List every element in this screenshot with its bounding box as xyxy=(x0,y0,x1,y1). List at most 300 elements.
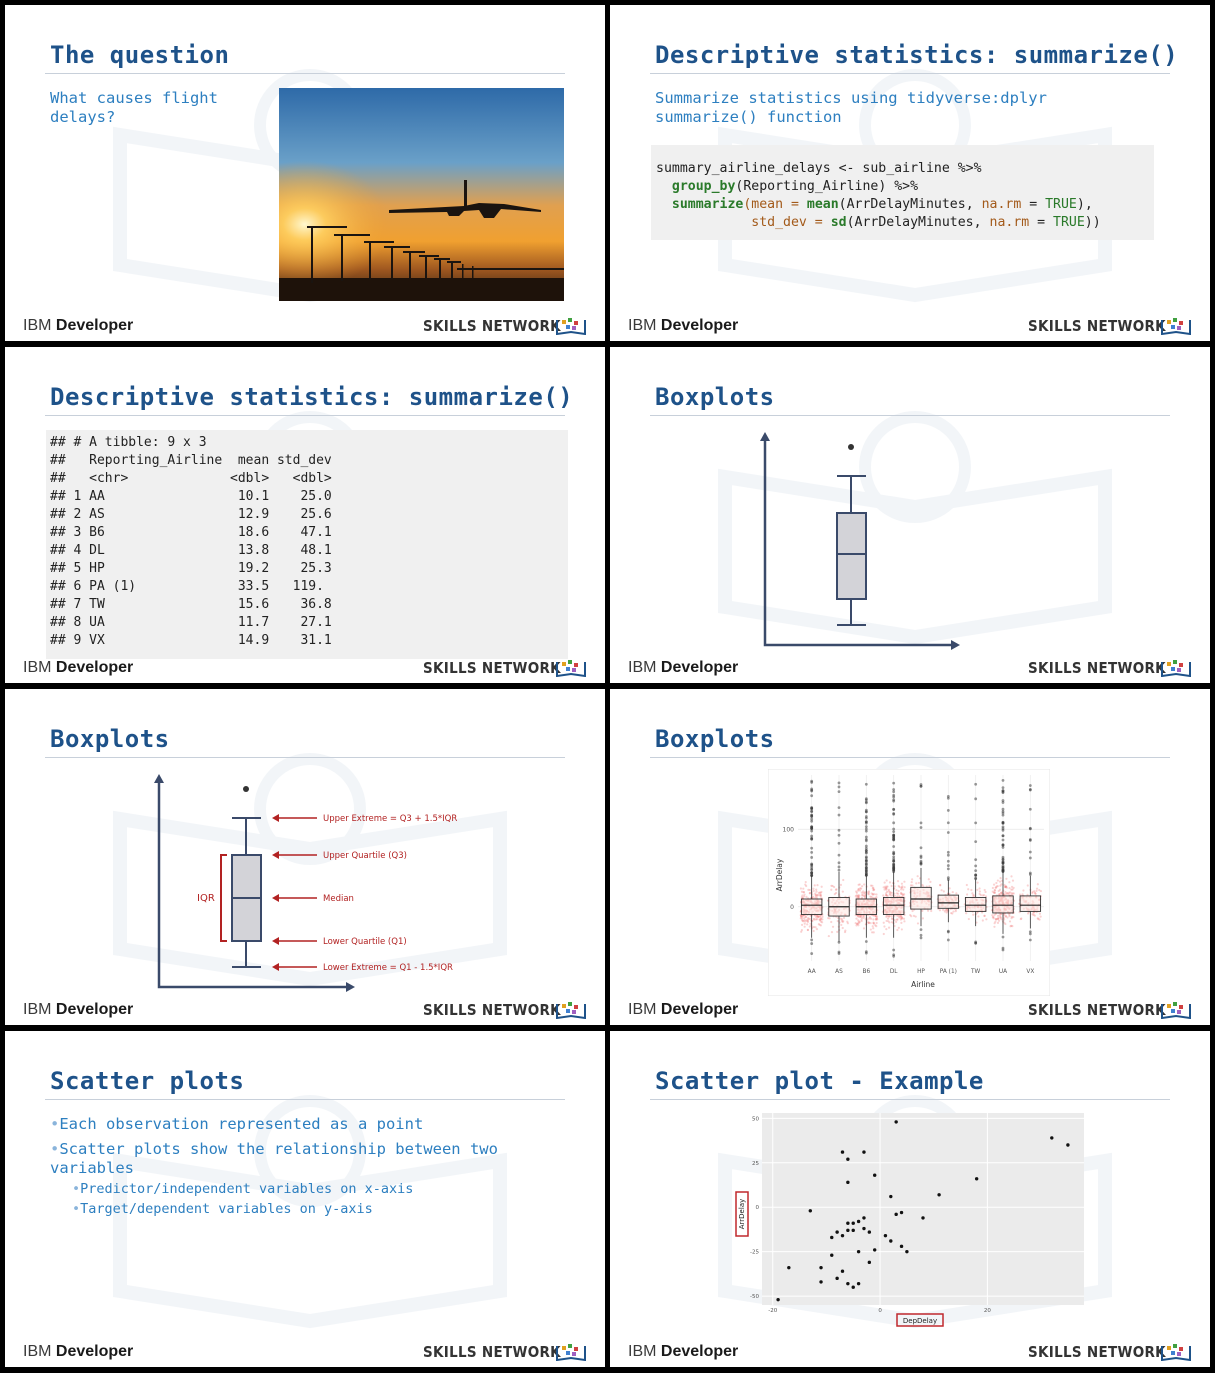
jitter-point xyxy=(993,884,995,886)
jitter-point xyxy=(997,922,999,924)
jitter-point xyxy=(875,925,877,927)
jitter-point xyxy=(911,910,913,912)
outlier-point xyxy=(1002,786,1005,789)
boxplot-diagram xyxy=(750,427,970,652)
x-tick-label: B6 xyxy=(862,969,871,975)
outlier-point xyxy=(1029,784,1032,787)
jitter-point xyxy=(896,929,898,931)
code-function: sd xyxy=(830,215,847,230)
jitter-point xyxy=(1005,878,1007,880)
jitter-point xyxy=(966,884,968,886)
jitter-point xyxy=(855,924,857,926)
slide-title: Descriptive statistics: summarize() xyxy=(50,383,574,411)
scatter-point xyxy=(921,1216,924,1219)
jitter-point xyxy=(917,922,919,924)
ibm-developer-logo: IBM Developer xyxy=(23,317,134,334)
scatter-point xyxy=(846,1282,849,1285)
title-divider xyxy=(650,757,1170,758)
jitter-point xyxy=(812,888,814,890)
outlier-point xyxy=(838,806,841,809)
jitter-point xyxy=(857,924,859,926)
x-tick-label: -20 xyxy=(768,1308,778,1314)
outlier-point xyxy=(920,826,923,829)
box-DL xyxy=(883,897,903,914)
jitter-point xyxy=(1009,920,1011,922)
outlier-point xyxy=(947,851,950,854)
scatter-point xyxy=(873,1248,876,1251)
outlier-point xyxy=(865,950,868,953)
jitter-point xyxy=(955,910,957,912)
bullet-item: •Each observation represented as a point xyxy=(50,1115,424,1133)
x-tick-label: HP xyxy=(917,969,925,975)
outlier-point xyxy=(1002,864,1005,867)
scatter-point xyxy=(873,1174,876,1177)
jitter-point xyxy=(862,915,864,917)
jitter-point xyxy=(976,882,978,884)
skills-network-book-icon xyxy=(555,1343,587,1361)
jitter-point xyxy=(951,912,953,914)
scatter-chart xyxy=(732,1109,1088,1331)
jitter-point xyxy=(861,897,863,899)
x-tick-label: TW xyxy=(971,969,981,975)
x-axis-label: DepDelay xyxy=(902,1317,938,1325)
jitter-point xyxy=(847,922,849,924)
jitter-point xyxy=(976,889,978,891)
jitter-point xyxy=(802,888,804,890)
scatter-point xyxy=(841,1150,844,1153)
jitter-point xyxy=(922,917,924,919)
outlier-point xyxy=(810,788,813,791)
jitter-point xyxy=(875,918,877,920)
outlier-point xyxy=(892,808,895,811)
x-tick-label: AS xyxy=(835,969,843,975)
jitter-point xyxy=(869,916,871,918)
outlier-point xyxy=(892,812,895,815)
code-function: mean xyxy=(806,197,839,212)
jitter-point xyxy=(842,927,844,929)
jitter-point xyxy=(902,888,904,890)
scatter-point xyxy=(857,1282,860,1285)
outlier-point xyxy=(810,794,813,797)
y-axis-arrow xyxy=(760,432,770,441)
jitter-point xyxy=(804,923,806,925)
box-TW xyxy=(965,897,986,911)
jitter-point xyxy=(970,889,972,891)
jitter-point xyxy=(1027,912,1029,914)
output-line: ## 6 PA (1) 33.5 119. xyxy=(50,579,332,594)
jitter-point xyxy=(828,917,830,919)
jitter-point xyxy=(871,885,873,887)
outlier-point xyxy=(920,783,923,786)
jitter-point xyxy=(921,910,923,912)
jitter-point xyxy=(819,894,821,896)
jitter-point xyxy=(901,928,903,930)
outlier-point xyxy=(810,810,813,813)
jitter-point xyxy=(870,896,872,898)
x-tick-label: DL xyxy=(889,969,898,975)
sub-bullet-item: •Predictor/independent variables on x-axis xyxy=(72,1181,414,1197)
scatter-point xyxy=(835,1230,838,1233)
scatter-point xyxy=(852,1222,855,1225)
jitter-point xyxy=(903,886,905,888)
output-line: ## 8 UA 11.7 27.1 xyxy=(50,615,332,630)
jitter-point xyxy=(995,887,997,889)
jitter-point xyxy=(857,888,859,890)
x-axis-arrow xyxy=(951,640,960,650)
jitter-point xyxy=(809,918,811,920)
jitter-point xyxy=(1004,923,1006,925)
outlier-point xyxy=(865,852,868,855)
ibm-developer-logo: IBM Developer xyxy=(628,1001,739,1018)
jitter-point xyxy=(1033,914,1035,916)
slide-title: Descriptive statistics: summarize() xyxy=(655,41,1179,69)
jitter-point xyxy=(858,916,860,918)
slide-title: Scatter plot - Example xyxy=(655,1067,984,1095)
code-text: (ArrDelayMinutes, xyxy=(838,197,982,212)
title-divider xyxy=(45,415,565,416)
jitter-point xyxy=(888,889,890,891)
outlier-point xyxy=(865,849,868,852)
jitter-point xyxy=(992,916,994,918)
jitter-point xyxy=(996,918,998,920)
jitter-point xyxy=(897,880,899,882)
outlier-point xyxy=(892,855,895,858)
jitter-point xyxy=(820,918,822,920)
scatter-point xyxy=(846,1158,849,1161)
output-line: ## 3 B6 18.6 47.1 xyxy=(50,525,332,540)
slide-subtitle: Summarize statistics using tidyverse:dplyr summarize() function xyxy=(655,89,1047,126)
jitter-point xyxy=(1000,877,1002,879)
code-text: = xyxy=(1021,197,1046,212)
airplane-sunset-photo xyxy=(279,88,564,301)
outlier-point xyxy=(1002,812,1005,815)
code-value: TRUE xyxy=(1045,197,1077,212)
outlier-point xyxy=(838,786,841,789)
jitter-point xyxy=(982,919,984,921)
jitter-point xyxy=(1031,891,1033,893)
jitter-point xyxy=(979,890,981,892)
scatter-point xyxy=(809,1209,812,1212)
box-AA xyxy=(801,899,822,915)
outlier-point xyxy=(810,856,813,859)
outlier-point xyxy=(838,834,841,837)
outlier-point xyxy=(865,872,868,875)
jitter-point xyxy=(863,927,865,929)
code-function: summarize xyxy=(671,197,744,212)
scatter-point xyxy=(1066,1143,1069,1146)
outlier-point xyxy=(838,782,841,785)
jitter-point xyxy=(807,929,809,931)
box-HP xyxy=(911,887,932,909)
jitter-point xyxy=(889,891,891,893)
airline-boxplot-chart xyxy=(768,769,1050,996)
slide-boxplot-simple xyxy=(610,347,1210,683)
jitter-point xyxy=(809,892,811,894)
jitter-point xyxy=(861,920,863,922)
jitter-point xyxy=(898,927,900,929)
outlier-point xyxy=(947,864,950,867)
jitter-point xyxy=(941,889,943,891)
scatter-point xyxy=(852,1229,855,1232)
jitter-point xyxy=(805,881,807,883)
label-lower-quartile: Lower Quartile (Q1) xyxy=(323,937,407,947)
jitter-point xyxy=(895,889,897,891)
jitter-point xyxy=(857,894,859,896)
code-text: (mean = xyxy=(743,197,807,212)
arrowhead xyxy=(272,814,279,822)
outlier-point xyxy=(865,797,868,800)
outlier-point xyxy=(865,868,868,871)
jitter-point xyxy=(915,915,917,917)
scatter-point xyxy=(857,1250,860,1253)
jitter-point xyxy=(903,881,905,883)
jitter-point xyxy=(997,885,999,887)
jitter-point xyxy=(816,918,818,920)
jitter-point xyxy=(872,918,874,920)
jitter-point xyxy=(897,893,899,895)
jitter-point xyxy=(885,894,887,896)
outlier-point xyxy=(1029,808,1032,811)
jitter-point xyxy=(807,917,809,919)
outlier-point xyxy=(947,867,950,870)
jitter-point xyxy=(835,892,837,894)
skills-network-book-icon xyxy=(555,659,587,677)
slide-boxplot-annotated xyxy=(5,689,605,1025)
jitter-point xyxy=(805,896,807,898)
scatter-point xyxy=(900,1245,903,1248)
scatter-point xyxy=(852,1286,855,1289)
slide-summarize-code xyxy=(610,5,1210,341)
jitter-point xyxy=(887,920,889,922)
jitter-point xyxy=(943,890,945,892)
scatter-point xyxy=(776,1298,779,1301)
jitter-point xyxy=(971,892,973,894)
outlier-point xyxy=(947,795,950,798)
y-tick-label: 0 xyxy=(755,1205,759,1212)
outlier-point xyxy=(865,839,868,842)
jitter-point xyxy=(805,916,807,918)
label-lower-extreme: Lower Extreme = Q1 - 1.5*IQR xyxy=(323,963,453,973)
jitter-point xyxy=(968,918,970,920)
label-upper-quartile: Upper Quartile (Q3) xyxy=(323,851,407,861)
outlier-point xyxy=(920,856,923,859)
jitter-point xyxy=(887,917,889,919)
jitter-point xyxy=(911,884,913,886)
jitter-point xyxy=(815,890,817,892)
scatter-point xyxy=(787,1266,790,1269)
jitter-point xyxy=(994,922,996,924)
jitter-point xyxy=(873,922,875,924)
jitter-point xyxy=(939,909,941,911)
jitter-point xyxy=(876,922,878,924)
slide-subtitle: What causes flight delays? xyxy=(50,89,218,126)
outlier-point xyxy=(892,859,895,862)
jitter-point xyxy=(868,922,870,924)
jitter-point xyxy=(1006,916,1008,918)
jitter-point xyxy=(814,884,816,886)
code-function: group_by xyxy=(671,179,736,194)
outlier-point xyxy=(838,842,841,845)
outlier-point xyxy=(947,860,950,863)
jitter-point xyxy=(993,926,995,928)
outlier-point xyxy=(1029,851,1032,854)
outlier-point xyxy=(920,934,923,937)
jitter-point xyxy=(868,890,870,892)
outlier-point xyxy=(920,861,923,864)
outlier-point xyxy=(810,863,813,866)
skills-network-label: SKILLS NETWORK xyxy=(423,1001,561,1019)
sub-bullet-item: •Target/dependent variables on y-axis xyxy=(72,1201,373,1217)
jitter-point xyxy=(856,892,858,894)
outlier-point xyxy=(892,866,895,869)
jitter-point xyxy=(883,933,885,935)
y-axis-label: ArrDelay xyxy=(738,1198,746,1230)
jitter-point xyxy=(831,931,833,933)
jitter-point xyxy=(813,890,815,892)
jitter-point xyxy=(1004,886,1006,888)
code-line: summary_airline_delays <- sub_airline %>% xyxy=(656,161,982,176)
jitter-point xyxy=(902,894,904,896)
outlier-point xyxy=(1029,939,1032,942)
outlier-point xyxy=(947,854,950,857)
outlier-point xyxy=(892,828,895,831)
jitter-point xyxy=(976,912,978,914)
outlier-point xyxy=(920,928,923,931)
jitter-point xyxy=(817,915,819,917)
x-tick-label: 20 xyxy=(983,1308,991,1314)
skills-network-book-icon xyxy=(1160,1001,1192,1019)
outlier-point xyxy=(838,869,841,872)
outlier-point xyxy=(810,942,813,945)
x-tick-label: PA (1) xyxy=(939,969,957,975)
jitter-point xyxy=(928,878,930,880)
outlier-point xyxy=(865,855,868,858)
jitter-point xyxy=(818,923,820,925)
scatter-point xyxy=(884,1234,887,1237)
jitter-point xyxy=(801,924,803,926)
jitter-point xyxy=(1006,892,1008,894)
scatter-point xyxy=(894,1213,897,1216)
chart-frame xyxy=(768,769,1050,996)
jitter-point xyxy=(803,895,805,897)
skills-network-label: SKILLS NETWORK xyxy=(423,659,561,677)
jitter-point xyxy=(830,889,832,891)
jitter-point xyxy=(836,931,838,933)
code-text: (Reporting_Airline) %>% xyxy=(735,179,919,194)
jitter-point xyxy=(898,885,900,887)
outlier-point xyxy=(810,851,813,854)
jitter-point xyxy=(872,927,874,929)
title-divider xyxy=(45,757,565,758)
skills-network-book-icon xyxy=(555,1001,587,1019)
jitter-point xyxy=(816,884,818,886)
jitter-point xyxy=(997,915,999,917)
jitter-point xyxy=(983,915,985,917)
jitter-point xyxy=(894,895,896,897)
jitter-point xyxy=(871,931,873,933)
ibm-developer-logo: IBM Developer xyxy=(628,659,739,676)
jitter-point xyxy=(909,914,911,916)
jitter-point xyxy=(1036,887,1038,889)
slide-summarize-output xyxy=(5,347,605,683)
jitter-point xyxy=(891,915,893,917)
outlier-point xyxy=(865,821,868,824)
ibm-developer-logo: IBM Developer xyxy=(23,1001,134,1018)
jitter-point xyxy=(1000,918,1002,920)
iqr-bracket xyxy=(221,855,227,941)
outlier-point xyxy=(1002,821,1005,824)
jitter-point xyxy=(952,910,954,912)
outlier-point xyxy=(865,863,868,866)
x-tick-label: 0 xyxy=(878,1308,882,1314)
jitter-point xyxy=(813,919,815,921)
jitter-point xyxy=(843,917,845,919)
box-PA (1) xyxy=(938,895,959,908)
scatter-point xyxy=(975,1177,978,1180)
outlier-point xyxy=(974,858,977,861)
ibm-developer-logo: IBM Developer xyxy=(628,317,739,334)
outlier-point xyxy=(865,783,868,786)
jitter-point xyxy=(835,889,837,891)
jitter-point xyxy=(977,915,979,917)
jitter-point xyxy=(921,884,923,886)
code-text: (ArrDelayMinutes, xyxy=(846,215,990,230)
slide-airline-boxplots xyxy=(610,689,1210,1025)
outlier-point xyxy=(1002,947,1005,950)
scatter-point xyxy=(846,1222,849,1225)
outlier-point xyxy=(892,798,895,801)
outlier-point xyxy=(1002,839,1005,842)
outlier-point xyxy=(892,845,895,848)
jitter-point xyxy=(815,894,817,896)
jitter-point xyxy=(896,918,898,920)
outlier-point xyxy=(838,814,841,817)
jitter-point xyxy=(884,882,886,884)
outlier-point xyxy=(920,846,923,849)
jitter-point xyxy=(840,924,842,926)
arrowhead xyxy=(272,937,279,945)
skills-network-book-icon xyxy=(1160,317,1192,335)
outlier-point xyxy=(838,829,841,832)
skills-network-label: SKILLS NETWORK xyxy=(423,1343,561,1361)
code-arg: na.rm xyxy=(989,215,1030,230)
skills-network-book-icon xyxy=(1160,1343,1192,1361)
scatter-point xyxy=(857,1220,860,1223)
outlier-point xyxy=(1002,860,1005,863)
scatter-point xyxy=(830,1236,833,1239)
scatter-point xyxy=(937,1193,940,1196)
jitter-point xyxy=(872,925,874,927)
jitter-point xyxy=(832,926,834,928)
jitter-point xyxy=(1034,893,1036,895)
title-divider xyxy=(45,73,565,74)
jitter-point xyxy=(844,931,846,933)
jitter-point xyxy=(828,935,830,937)
jitter-point xyxy=(861,917,863,919)
scatter-point xyxy=(862,1150,865,1153)
outlier-point xyxy=(892,830,895,833)
outlier-point xyxy=(810,938,813,941)
jitter-point xyxy=(900,915,902,917)
scatter-point xyxy=(905,1250,908,1253)
jitter-point xyxy=(984,889,986,891)
outlier-point xyxy=(810,781,813,784)
label-median: Median xyxy=(323,894,354,904)
jitter-point xyxy=(1000,883,1002,885)
jitter-point xyxy=(1039,913,1041,915)
outlier-point xyxy=(865,801,868,804)
jitter-point xyxy=(978,887,980,889)
